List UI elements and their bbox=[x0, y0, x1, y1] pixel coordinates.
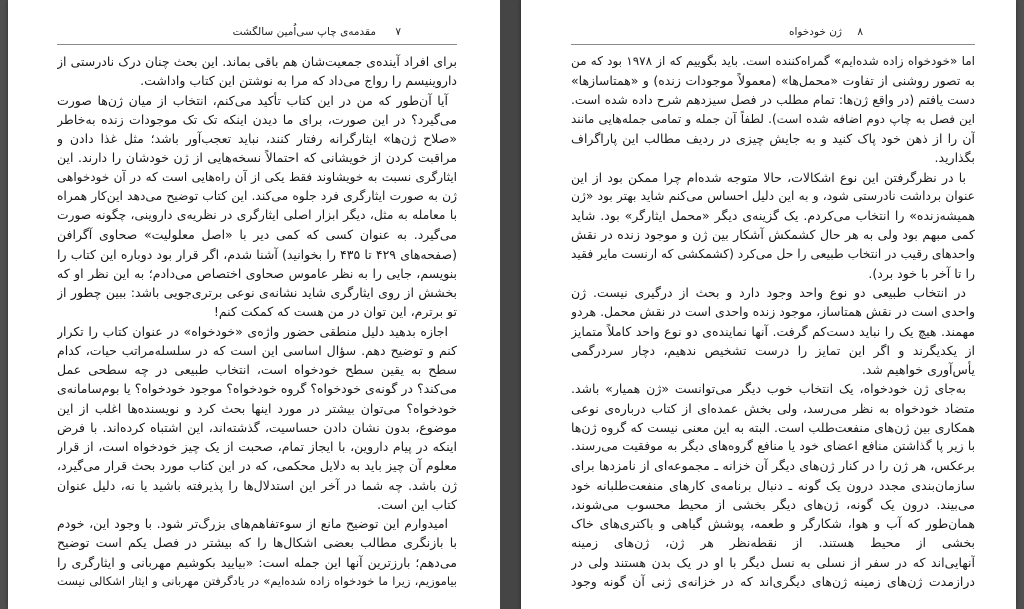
text-line: مهمند. هیچ یک را نباید دست‌کم گرفت. آنها نماینده‌ی دو نوع واحد کاملاً متمایز bbox=[571, 323, 975, 339]
text-line: واحدی است در نقش همتاساز، موجود زنده واحدی است در نقش محمل. هردو bbox=[571, 304, 975, 320]
text-line: با معامله به مثل، دیگر ابزار اصلی ایثارگری در نظریه‌ی داروینی، چگونه صورت bbox=[57, 208, 457, 222]
page-number: ۷ bbox=[395, 26, 401, 38]
text-line: متضاد خودخواه به نظر می‌رسد، ولی بخش عمده‌ای از کتاب درباره‌ی نوعی bbox=[571, 400, 975, 416]
header-rule bbox=[571, 44, 975, 45]
text-line: مراقبت کردن از خویشانی که احتمالاً نسخه‌هایی از ژن خودشان را دارند. این bbox=[57, 150, 457, 166]
text-line: برعکس، هر ژن را در کنار ژن‌های دیگر آن خزانه ـ مجموعه‌ای از نامزدها برای bbox=[571, 458, 975, 474]
text-line: به‌جای ژن خودخواه، یک انتخاب خوب دیگر می‌توانست «ژن همیار» باشد. bbox=[571, 381, 966, 397]
text-line: می‌گیرد؟ در این صورت، برای ما دیدن اینکه تک تک موجودات زنده به‌خاطر bbox=[57, 111, 457, 127]
text-line: اما «خودخواه زاده شده‌ایم» گمراه‌کننده است. باید بگوییم که از ۱۹۷۸ بود که من bbox=[571, 54, 975, 68]
text-line: (صفحه‌های ۴۲۹ تا ۴۳۵ را بخوانید) آشنا شدم، اگر قرار بود دوباره این کتاب را bbox=[57, 246, 457, 262]
text-line: می‌بیند. درون یک گونه، ژن‌های دیگر بخشی از محیط محسوب می‌شوند، bbox=[571, 496, 975, 512]
text-line: معلوم آن چیز باید به دلایل محکمی، که در این کتاب مورد بحث قرار می‌گیرد، bbox=[57, 458, 457, 474]
text-line: سطح به یقین سطح خودخواه است، انتخاب طبیعی در چه سطحی عمل bbox=[57, 362, 457, 377]
right-page bbox=[521, 0, 1016, 609]
text-line: همکاری بین ژن‌های منفعت‌طلب است. البته به این معنی نیست که گروه ژن‌ها bbox=[571, 419, 975, 435]
text-line: می‌کند؟ در گونه‌ی خودخواه؟ گروه خودخواه؟ موجود خودخواه؟ یا بوم‌سامانه‌ی bbox=[57, 381, 457, 397]
text-line: بگذارید. bbox=[934, 150, 975, 166]
text-line: با زیر پا گذاشتن منافع اعضای خود یا منافع گروه‌های دیگر به موفقیت می‌رسند. bbox=[571, 439, 975, 453]
text-line: از یکدیگرند و اگر این تمایز را درست تشخیص ندهیم، دچار سردرگمی bbox=[571, 342, 975, 358]
text-line: بخشی از محیط هستند. از نقطه‌نظر هر ژن، ژن‌های زمینه bbox=[571, 535, 975, 551]
text-line: را تا آخر با خود برد). bbox=[868, 265, 975, 281]
text-line: می‌گیرد. به عنوان کسی که کمی دیر با «اصل معلولیت» صحاوی آگرافن bbox=[57, 227, 457, 243]
text-line: اینکه در پیام داروین، با ایجاز تمام، صحبت از یک چیز خودخواه است، از قرار bbox=[57, 439, 457, 454]
left-page bbox=[8, 0, 500, 609]
page-body bbox=[57, 52, 457, 591]
text-line: بخشش از روی ایثارگری شاید نشانه‌ی نوعی برتری‌جویی باشد: ببین چطور از bbox=[57, 285, 457, 300]
running-head-title: مقدمه‌ی چاپ سی‌اُمین سالگشت bbox=[232, 26, 376, 38]
running-head-title: ژن خودخواه bbox=[788, 26, 842, 38]
text-line: درازمدت ژن‌های زمینه ژن‌های دیگری‌اند که در خزانه‌ی ژنی آن گونه وجود bbox=[571, 573, 975, 589]
text-line: با در نظرگرفتن این نوع اشکالات، حالا متوجه شده‌ام چرا ممکن بود از این bbox=[571, 169, 966, 185]
text-line: عنوان برداشت نادرستی شود، و به این دلیل احساس می‌کنم شاید بهتر بود «ژن bbox=[571, 188, 975, 203]
text-line: بیاموزیم، زیرا ما خودخواه زاده شده‌ایم» در یادگرفتن مهربانی و ایثار اشکالی نیست bbox=[57, 573, 457, 588]
page-body bbox=[571, 52, 975, 591]
text-line: تو برترم، این توان در من هست که کمکت کنم! bbox=[213, 304, 457, 320]
text-line: ایثارگری نسبت به خویشاوند فقط یکی از آن راه‌هایی است که در آن خودخواهی bbox=[57, 169, 457, 184]
text-line: خودخواه؟ می‌توان بیشتر در مورد اینها بحث کرد و نویسنده‌ها اغلب از این bbox=[57, 400, 457, 416]
text-line: سازمان‌بندی مجدد درون یک گونه ـ دنبال برنامه‌ی کارهای منفعت‌طلبانه خود bbox=[571, 477, 975, 493]
text-line: داروینیسم را رواج می‌داد که مرا به نوشتن این کتاب واداشت. bbox=[140, 73, 457, 89]
header-rule bbox=[57, 44, 457, 45]
text-line: کمی مبهم بود ولی به هر حال کشمکش آشکار بین ژن و موجود زنده در نقش bbox=[571, 227, 975, 243]
text-line: امیدوارم این توضیح مانع از سوء‌تفاهم‌های بزرگ‌تر شود. با وجود این، خودم bbox=[57, 516, 448, 531]
text-line: «صلاح ژن‌ها» ایثارگرانه رفتار کنند، نباید تعجب‌آور باشد؛ مثل غذا دادن و bbox=[57, 131, 457, 146]
text-line: برای افراد آینده‌ی جمعیت‌شان هم باقی بماند. این بحث چنان درک نادرستی از bbox=[57, 54, 457, 69]
text-line: واحدهای رقیب در انتخاب طبیعی را حل می‌کرد (کشمکشی که ارنست مایر فقید bbox=[571, 246, 975, 261]
text-line: یأس‌آوری خواهیم شد. bbox=[861, 362, 975, 377]
text-line: کنم و توضیح دهم. سؤال اساسی این است که در سلسله‌مراتب حیات، کدام bbox=[57, 342, 457, 358]
text-line: ژن باشد. چه شما در آخر این استدلال‌ها را پذیرفته باشید یا نه، دلیل عنوان bbox=[57, 477, 457, 493]
text-line: آن را از ذهن خود پاک کنید و به جایش چیزی در ردیف مطالب این پاراگراف bbox=[571, 131, 975, 146]
text-line: آنهایی‌اند که در سفر از نسلی به نسل دیگر با او در یک بدن هستند ولی در bbox=[571, 554, 975, 570]
text-line: همان‌طور که آب و هوا، شکارگر و طعمه، پوشش گیاهی و باکتری‌های خاک bbox=[571, 516, 975, 531]
text-line: می‌دهم؛ بارزترین آنها این جمله است: «بیایید بکوشیم مهربانی و ایثارگری را bbox=[57, 554, 457, 570]
page-number: ۸ bbox=[857, 26, 863, 38]
text-line: با بازنگری مطالب بعضی اشکال‌ها را که بیشتر در فصل یکم است توضیح bbox=[57, 535, 457, 551]
text-line: اجازه بدهید دلیل منطقی حضور واژه‌ی «خودخواه» در عنوان کتاب را تکرار bbox=[57, 323, 448, 339]
text-line: ژن به صورت ایثارگری فرد جلوه می‌کند. این کتاب توضیح می‌دهد این‌کار همراه bbox=[57, 188, 457, 203]
text-line: در انتخاب طبیعی دو نوع واحد وجود دارد و بحث از درگیری نیست. ژن bbox=[571, 285, 966, 300]
text-line: آیا آن‌طور که من در این کتاب تأکید می‌کنم، انتخاب از میان ژن‌ها صورت bbox=[57, 92, 448, 108]
text-line: این فصل به چاپ دوم اضافه شده است). لطفاً آن جمله و تمامی جمله‌هایی مانند bbox=[571, 111, 975, 126]
text-line: کتاب این است. bbox=[377, 496, 457, 512]
text-line: بنویسم، جایی را به نظر عاموس صحاوی اختصاص می‌دادم؛ به این نظر او که bbox=[57, 265, 457, 281]
text-line: دست یافتم (در واقع ژن‌ها: تمام مطلب در فصل سیزدهم شرح داده شده است. bbox=[571, 92, 975, 107]
page-gutter bbox=[500, 0, 521, 609]
text-line: به تصور روشنی از تفاوت «محمل‌ها» (معمولاً موجودات زنده) و «همتاسازها» bbox=[571, 73, 975, 89]
text-line: همیشه‌زنده» را انتخاب می‌کردم. یک گزینه‌ی دیگر «محمل ایثارگر» بود. شاید bbox=[571, 208, 975, 223]
text-line: موضوع، بدون نشان دادن حساسیت، گذشته‌اند، این اشتباه کرده‌اند. با فرض bbox=[57, 419, 457, 435]
